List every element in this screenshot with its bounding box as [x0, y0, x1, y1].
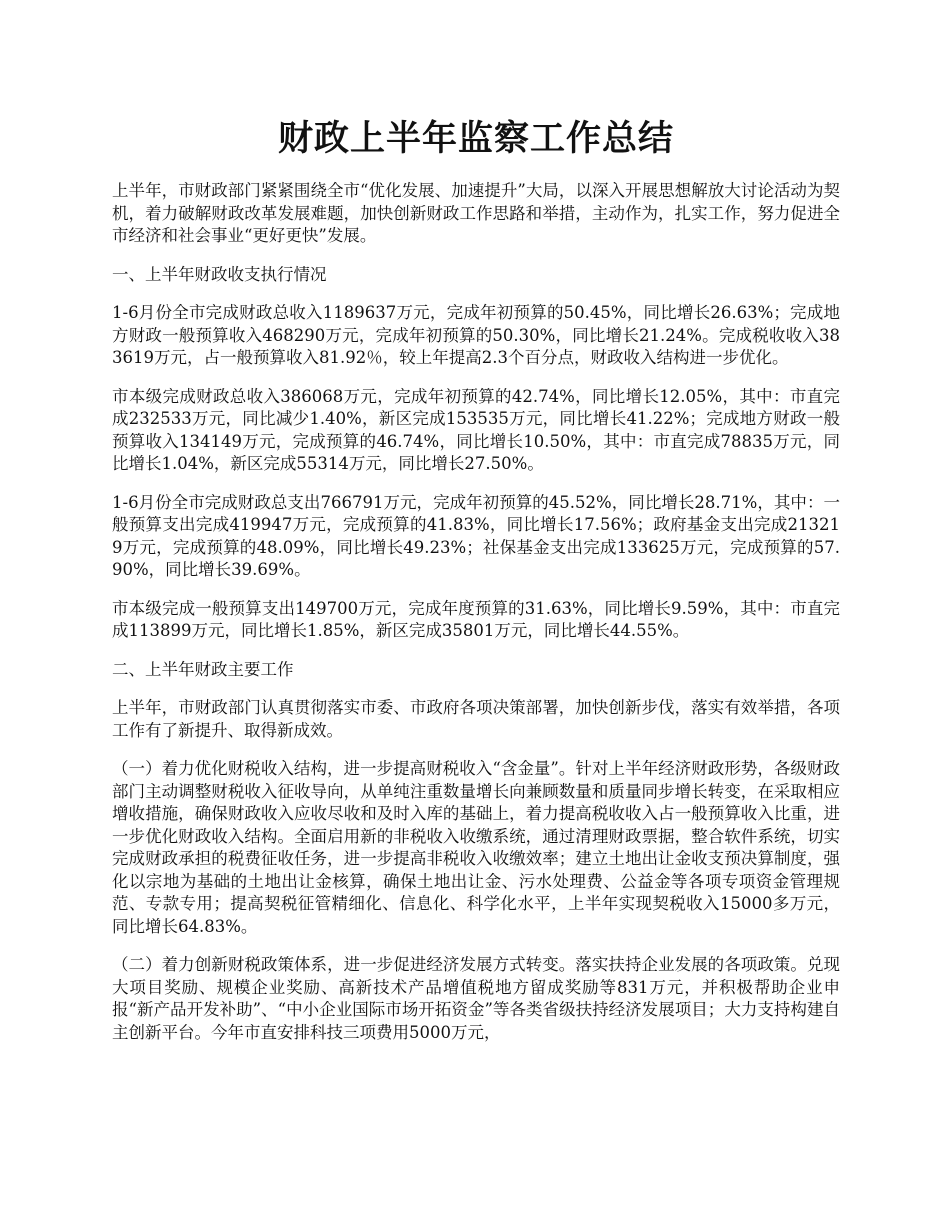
- paragraph: 1-6月份全市完成财政总支出766791万元，完成年初预算的45.52%，同比增长28.71%，其中：一般预算支出完成419947万元，完成预算的41.83%，同比增长17.56%；政府基金支出完成213219万元，完成预算的48.09%，同比增长49.23%；社保基金支出完成133625万元，完成预算的57.90%，同比增长39.69%。: [112, 492, 840, 579]
- paragraph: 市本级完成一般预算支出149700万元，完成年度预算的31.63%，同比增长9.59%，其中：市直完成113899万元，同比增长1.85%，新区完成35801万元，同比增长44.55%。: [112, 598, 840, 640]
- paragraph: 上半年，市财政部门认真贯彻落实市委、市政府各项决策部署，加快创新步伐，落实有效举措，各项工作有了新提升、取得新成效。: [112, 698, 840, 740]
- document-page: [112, 0, 840, 1060]
- document-title: 财政上半年监察工作总结: [277, 118, 674, 159]
- paragraph: （二）着力创新财税政策体系，进一步促进经济发展方式转变。落实扶持企业发展的各项政策。兑现大项目奖励、规模企业奖励、高新技术产品增值税地方留成奖励等831万元，并积极帮助企业申报“新产品开发补助”、“中小企业国际市场开拓资金”等各类省级扶持经济发展项目；大力支持构建自主创新平台。今年市直安排科技三项费用5000万元，: [112, 955, 840, 1042]
- intro-paragraph: 上半年，市财政部门紧紧围绕全市“优化发展、加速提升”大局，以深入开展思想解放大讨论活动为契机，着力破解财政改革发展难题，加快创新财政工作思路和举措，主动作为，扎实工作，努力促进全市经济和社会事业“更好更快”发展。: [112, 181, 840, 245]
- paragraph: 1-6月份全市完成财政总收入1189637万元，完成年初预算的50.45%，同比增长26.63%；完成地方财政一般预算收入468290万元，完成年初预算的50.30%，同比增长21.24%。完成税收收入383619万元，占一般预算收入81.92％，较上年提高2.3个百分点，财政收入结构进一步优化。: [112, 303, 840, 367]
- paragraph: （一）着力优化财税收入结构，进一步提高财税收入“含金量”。针对上半年经济财政形势，各级财政部门主动调整财税收入征收导向，从单纯注重数量增长向兼顾数量和质量同步增长转变，在采取相应增收措施，确保财政收入应收尽收和及时入库的基础上，着力提高税收收入占一般预算收入比重，进一步优化财政收入结构。全面启用新的非税收入收缴系统，通过清理财政票据，整合软件系统，切实完成财政承担的税费征收任务，进一步提高非税收入收缴效率；建立土地出让金收支预决算制度，强化以宗地为基础的土地出让金核算，确保土地出让金、污水处理费、公益金等各项专项资金管理规范、专款专用；提高契税征管精细化、信息化、科学化水平，上半年实现契税收入15000多万元，同比增长64.83%。: [112, 759, 840, 936]
- document-body: [112, 180, 840, 1044]
- paragraph: 市本级完成财政总收入386068万元，完成年初预算的42.74%，同比增长12.05%，其中：市直完成232533万元，同比减少1.40%，新区完成153535万元，同比增长41.22%；完成地方财政一般预算收入134149万元，完成预算的46.74%，同比增长10.50%，其中：市直完成78835万元，同比增长1.04%，新区完成55314万元，同比增长27.50%。: [112, 386, 840, 473]
- section-heading-2: 二、上半年财政主要工作: [112, 659, 294, 679]
- section-heading-1: 一、上半年财政收支执行情况: [112, 264, 327, 284]
